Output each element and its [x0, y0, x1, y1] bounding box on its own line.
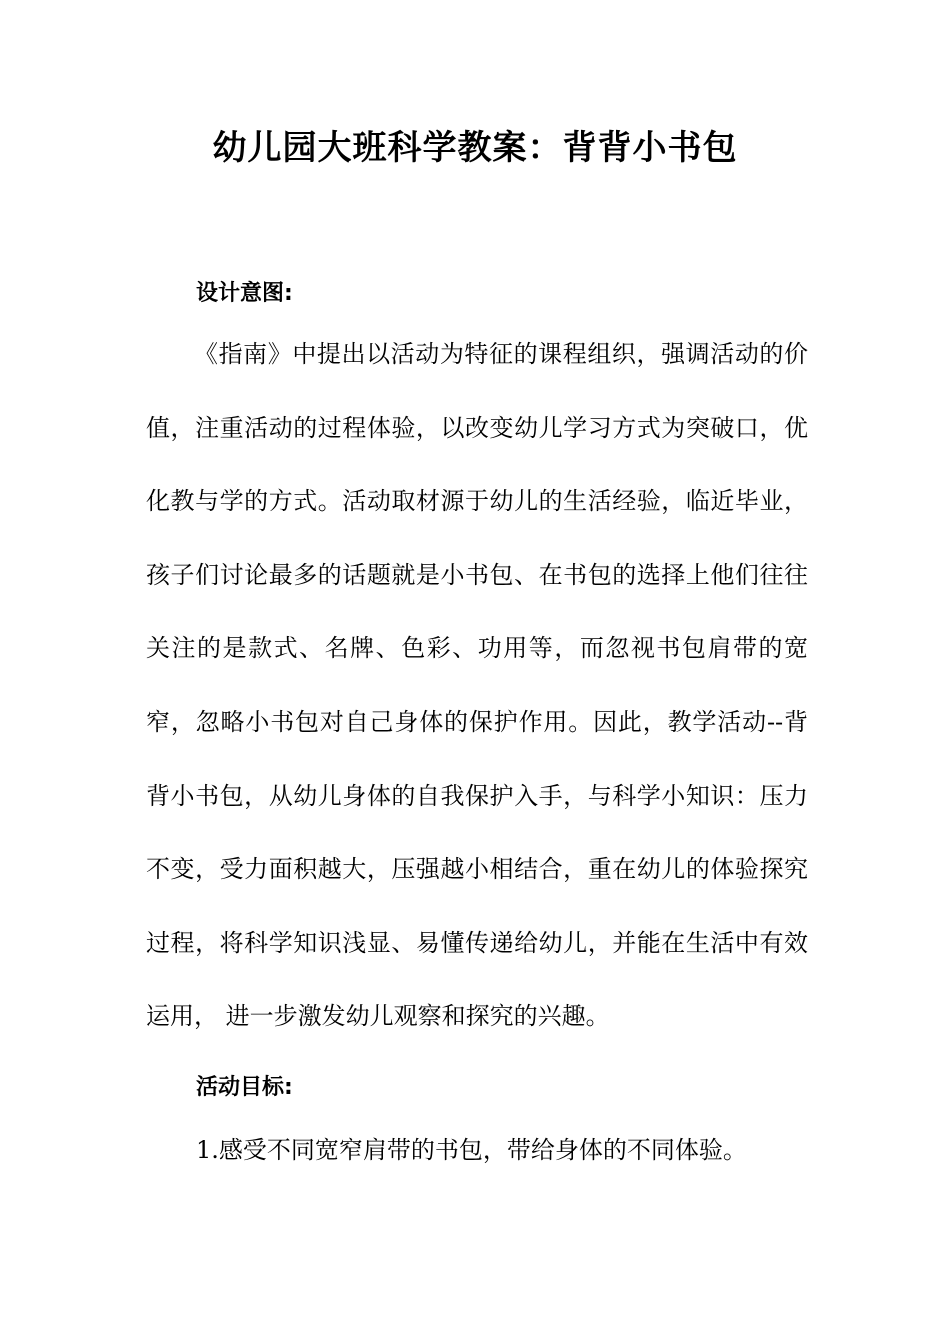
section-heading-design-intent: 设计意图:	[196, 281, 293, 306]
goal-item: 1.感受不同宽窄肩带的书包，带给身体的不同体验。	[196, 1136, 747, 1164]
section-heading-goals: 活动目标:	[196, 1075, 293, 1100]
document-title: 幼儿园大班科学教案：背背小书包	[212, 128, 738, 168]
design-intent-paragraph: 《指南》中提出以活动为特征的课程组织，强调活动的价值，注重活动的过程体验，以改变幼儿学习方式为突破口，优化教与学的方式。活动取材源于幼儿的生活经验，临近毕业，孩子们讨论最多的话题就是小书包、在书包的选择上他们往往关注的是款式、名牌、色彩、功用等，而忽视书包肩带的宽窄，忽略小书包对自己身体的保护作用。因此，教学活动--背背小书包，从幼儿身体的自我保护入手，与科学小知识：压力不变，受力面积越大，压强越小相结合，重在幼儿的体验探究过程，将科学知识浅显、易懂传递给幼儿，并能在生活中有效运用， 进一步激发幼儿观察和探究的兴趣。	[146, 340, 808, 1031]
